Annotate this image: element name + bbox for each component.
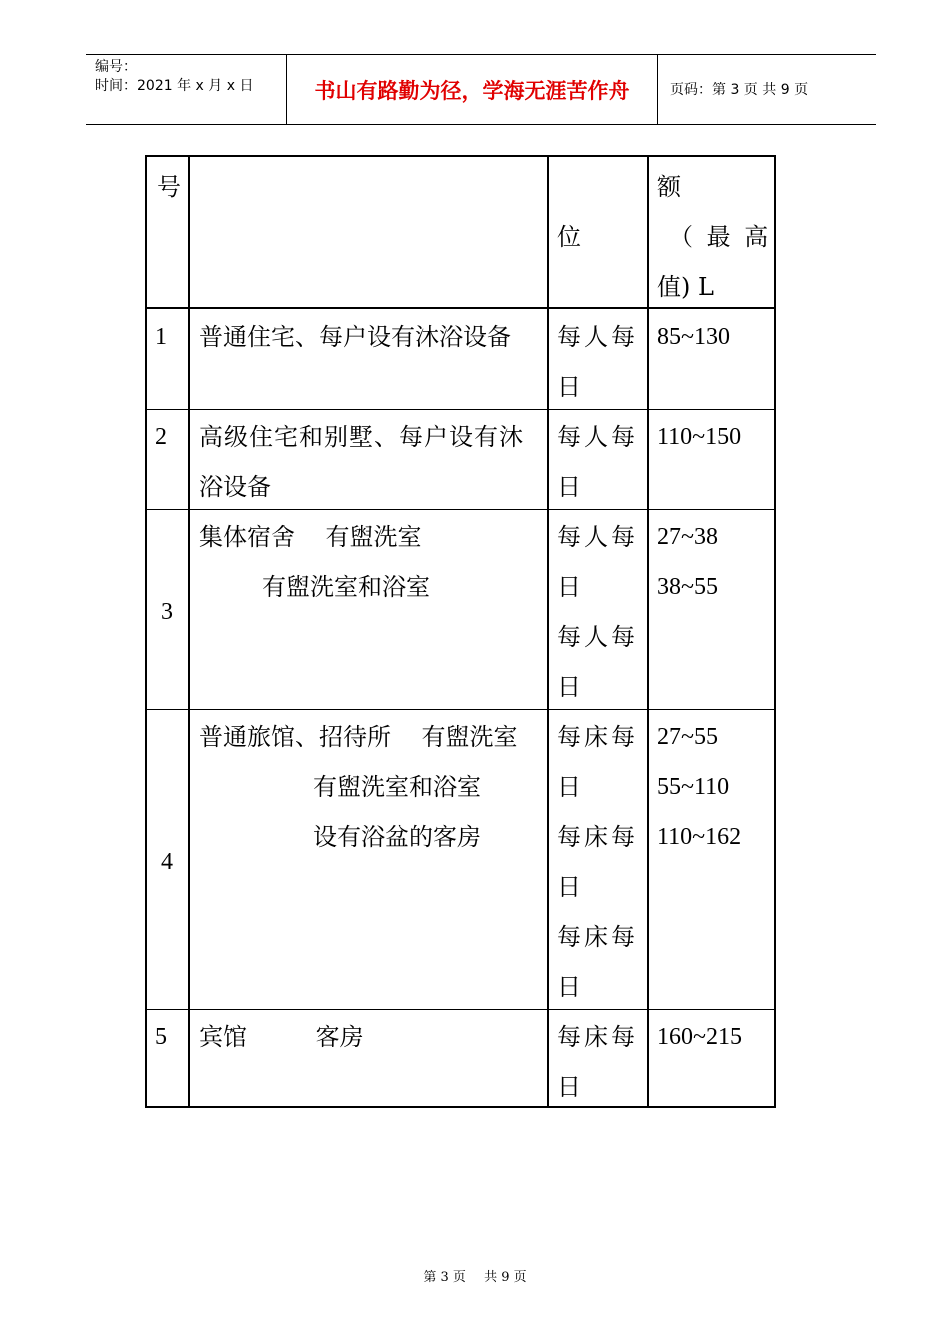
row-description: 高级住宅和别墅、每户设有沐: [199, 423, 524, 451]
time-label: 时间：2021 年 x 月 x 日: [95, 78, 254, 94]
table-grid-line: [188, 157, 190, 1106]
water-quota-table: [145, 155, 776, 1108]
row-value: 85~130: [657, 324, 730, 350]
row-description: 有盥洗室和浴室: [262, 573, 430, 601]
row-unit: 每人每: [557, 323, 638, 351]
page-header: [86, 54, 876, 125]
table-grid-line: [147, 1009, 774, 1010]
table-grid-line: [147, 409, 774, 410]
header-divider: [657, 55, 658, 124]
row-number: 4: [161, 849, 173, 875]
row-unit: 日: [557, 373, 581, 401]
row-unit: 每人每: [557, 623, 638, 651]
row-description: 设有浴盆的客房: [313, 823, 481, 851]
header-cell-unit: 位: [557, 223, 581, 251]
row-number: 3: [161, 599, 173, 625]
row-unit: 每人每: [557, 523, 638, 551]
row-unit: 日: [557, 1073, 581, 1101]
header-motto: 书山有路勤为径，学海无涯苦作舟: [314, 78, 630, 103]
code-label: 编号：: [95, 59, 137, 75]
table-grid-line: [547, 157, 549, 1106]
row-unit: 每床每: [557, 923, 638, 951]
row-unit: 每人每: [557, 423, 638, 451]
row-unit: 日: [557, 673, 581, 701]
row-value: 110~162: [657, 824, 742, 850]
row-unit: 日: [557, 473, 581, 501]
header-cell-quota-3: 值) L: [657, 273, 714, 301]
header-cell-no: 号: [157, 173, 181, 201]
row-unit: 每床每: [557, 723, 638, 751]
row-value: 38~55: [657, 574, 718, 600]
row-value: 55~110: [657, 774, 730, 800]
row-description: 普通住宅、每户设有沐浴设备: [199, 323, 511, 351]
row-unit: 日: [557, 773, 581, 801]
table-grid-line: [647, 157, 649, 1106]
header-meta: [86, 55, 286, 124]
row-unit: 日: [557, 573, 581, 601]
row-value: 160~215: [657, 1024, 742, 1050]
row-unit: 每床每: [557, 1023, 638, 1051]
row-description: 集体宿舍 有盥洗室: [199, 523, 422, 551]
row-number: 2: [155, 424, 167, 450]
page-footer: [0, 1266, 950, 1285]
table-grid-line: [147, 709, 774, 710]
row-unit: 日: [557, 973, 581, 1001]
header-page-info: 页码：第 3 页 共 9 页: [670, 82, 809, 98]
row-description: 宾馆 客房: [199, 1023, 364, 1051]
row-number: 5: [155, 1024, 167, 1050]
row-description: 普通旅馆、招待所 有盥洗室: [199, 723, 518, 751]
row-value: 27~55: [657, 724, 718, 750]
row-value: 110~150: [657, 424, 742, 450]
row-unit: 每床每: [557, 823, 638, 851]
footer-total-pages: 共 9 页: [484, 1270, 527, 1285]
header-cell-quota-2: （ 最 高: [669, 223, 772, 251]
row-value: 27~38: [657, 524, 718, 550]
footer-page-number: 第 3 页: [423, 1270, 466, 1285]
header-cell-quota-1: 额: [657, 173, 681, 201]
row-number: 1: [155, 324, 167, 350]
row-description: 浴设备: [199, 473, 271, 501]
row-description: 有盥洗室和浴室: [313, 773, 481, 801]
row-unit: 日: [557, 873, 581, 901]
